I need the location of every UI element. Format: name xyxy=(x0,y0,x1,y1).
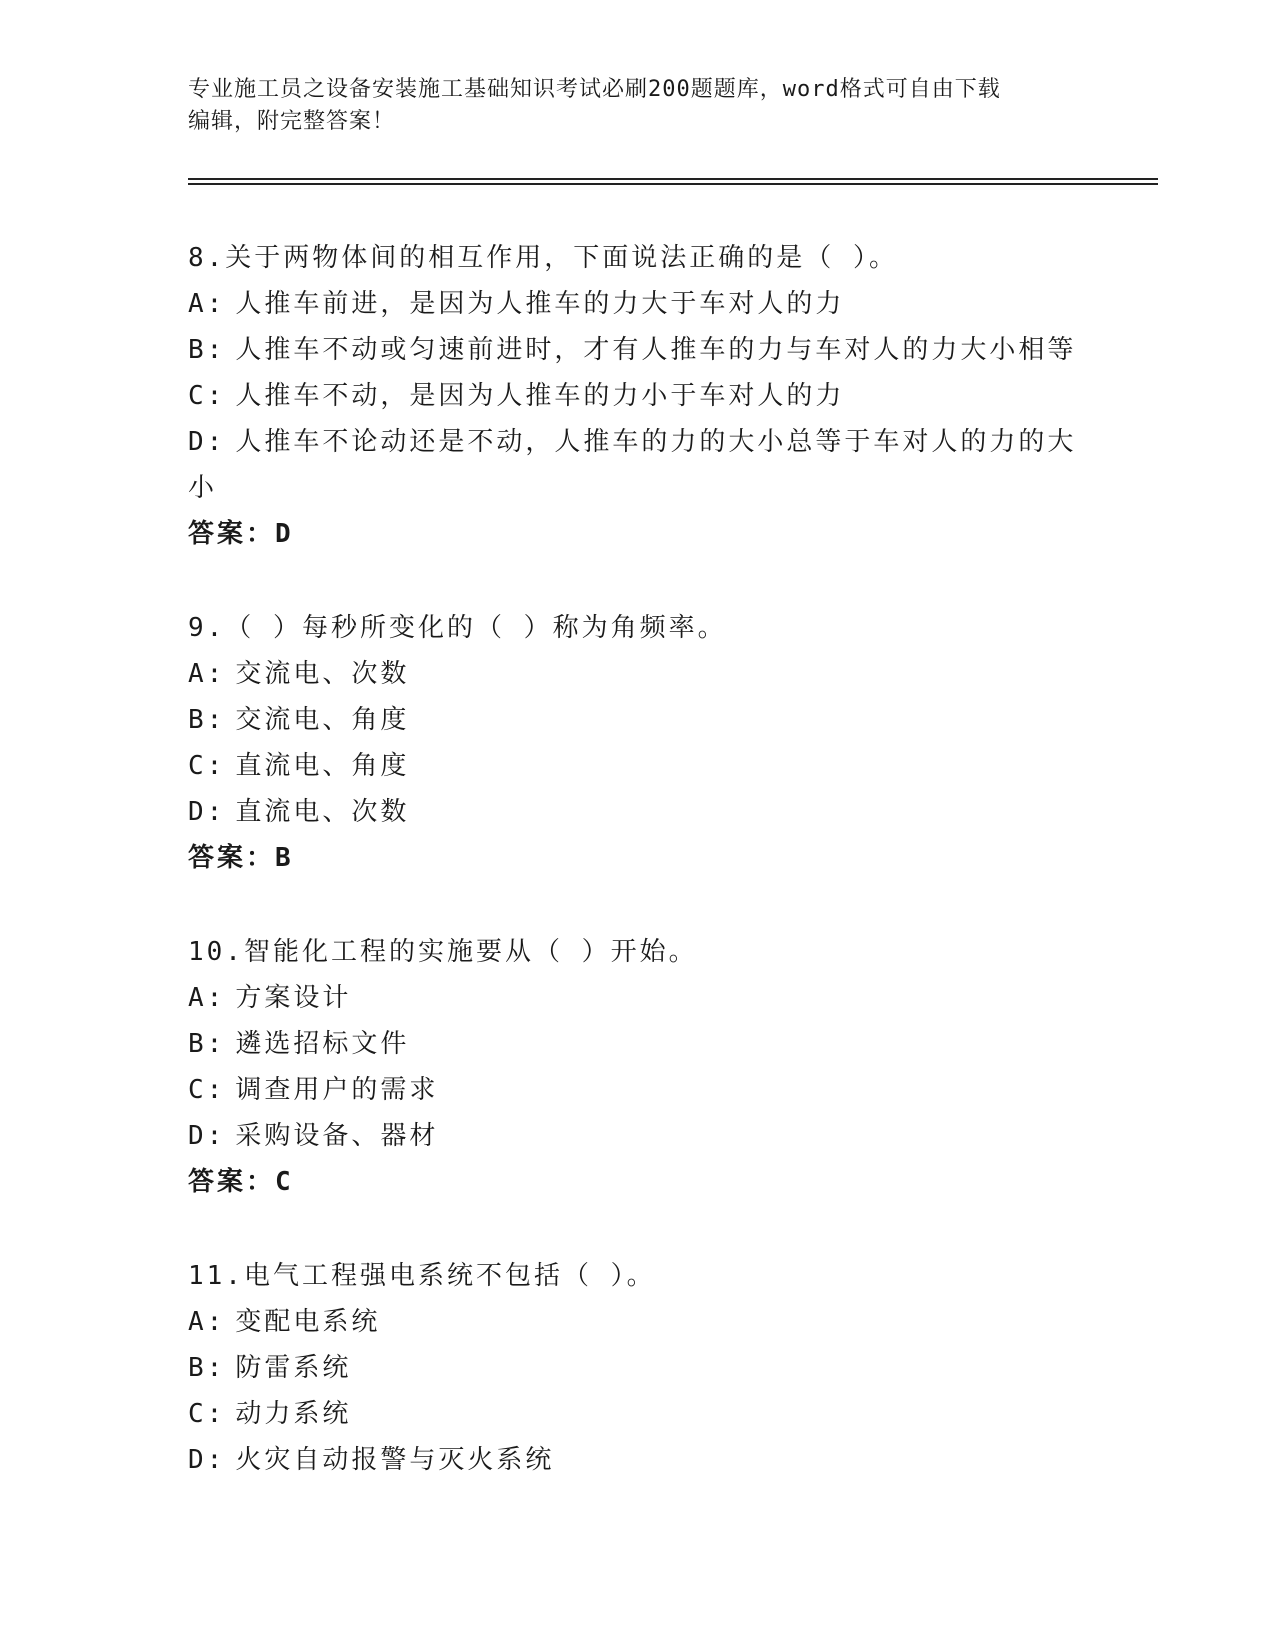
option-key: C: xyxy=(188,751,226,781)
option-key: D: xyxy=(188,427,226,457)
header-divider-bottom xyxy=(188,183,1158,185)
option-key: B: xyxy=(188,335,226,365)
option-text: 火灾自动报警与灭火系统 xyxy=(235,1445,555,1475)
option-key: D: xyxy=(188,797,226,827)
option-b xyxy=(188,1021,1088,1067)
header-line-2: 编辑，附完整答案！ xyxy=(188,109,396,134)
option-d xyxy=(188,1113,1088,1159)
question-9 xyxy=(188,605,1088,881)
option-d xyxy=(188,789,1088,835)
question-8 xyxy=(188,235,1088,557)
answer-label: 答案：D xyxy=(188,519,294,549)
option-key: C: xyxy=(188,1399,226,1429)
header-divider-top xyxy=(188,178,1158,180)
answer-label: 答案：C xyxy=(188,1167,294,1197)
option-key: A: xyxy=(188,983,226,1013)
option-a xyxy=(188,1299,1088,1345)
option-key: B: xyxy=(188,1029,226,1059)
option-text: 防雷系统 xyxy=(235,1353,352,1383)
option-text: 变配电系统 xyxy=(235,1307,381,1337)
question-stem: 8.关于两物体间的相互作用，下面说法正确的是（ ）。 xyxy=(188,243,898,273)
question-stem: 11.电气工程强电系统不包括（ ）。 xyxy=(188,1261,656,1291)
option-key: B: xyxy=(188,1353,226,1383)
option-c xyxy=(188,743,1088,789)
option-text: 动力系统 xyxy=(235,1399,352,1429)
option-text: 人推车不动或匀速前进时，才有人推车的力与车对人的力大小相等 xyxy=(235,335,1077,365)
option-key: A: xyxy=(188,1307,226,1337)
header-line-1: 专业施工员之设备安装施工基础知识考试必刷200题题库，word格式可自由下载 xyxy=(188,77,1001,102)
option-key: C: xyxy=(188,381,226,411)
option-key: A: xyxy=(188,289,226,319)
question-stem: 10.智能化工程的实施要从（ ）开始。 xyxy=(188,937,698,967)
option-text: 采购设备、器材 xyxy=(235,1121,439,1151)
question-11 xyxy=(188,1253,1088,1483)
option-text: 直流电、次数 xyxy=(235,797,410,827)
option-text: 直流电、角度 xyxy=(235,751,410,781)
option-text: 交流电、角度 xyxy=(235,705,410,735)
option-b xyxy=(188,1345,1088,1391)
option-a xyxy=(188,281,1088,327)
option-key: D: xyxy=(188,1121,226,1151)
question-list xyxy=(188,235,1088,1531)
answer-label: 答案：B xyxy=(188,843,294,873)
option-text: 人推车前进，是因为人推车的力大于车对人的力 xyxy=(235,289,845,319)
option-text: 调查用户的需求 xyxy=(235,1075,439,1105)
option-key: A: xyxy=(188,659,226,689)
option-text: 人推车不论动还是不动，人推车的力的大小总等于车对人的力的大小 xyxy=(188,427,1077,503)
option-key: D: xyxy=(188,1445,226,1475)
option-b xyxy=(188,697,1088,743)
option-text: 遴选招标文件 xyxy=(235,1029,410,1059)
option-c xyxy=(188,1067,1088,1113)
option-d xyxy=(188,1437,1088,1483)
question-10 xyxy=(188,929,1088,1205)
option-c xyxy=(188,1391,1088,1437)
option-key: C: xyxy=(188,1075,226,1105)
question-stem: 9.（ ）每秒所变化的（ ）称为角频率。 xyxy=(188,613,727,643)
option-b xyxy=(188,327,1088,373)
option-key: B: xyxy=(188,705,226,735)
option-text: 交流电、次数 xyxy=(235,659,410,689)
option-c xyxy=(188,373,1088,419)
option-a xyxy=(188,975,1088,1021)
option-text: 方案设计 xyxy=(235,983,352,1013)
option-text: 人推车不动，是因为人推车的力小于车对人的力 xyxy=(235,381,845,411)
option-d xyxy=(188,419,1088,511)
option-a xyxy=(188,651,1088,697)
document-header xyxy=(188,74,1088,138)
